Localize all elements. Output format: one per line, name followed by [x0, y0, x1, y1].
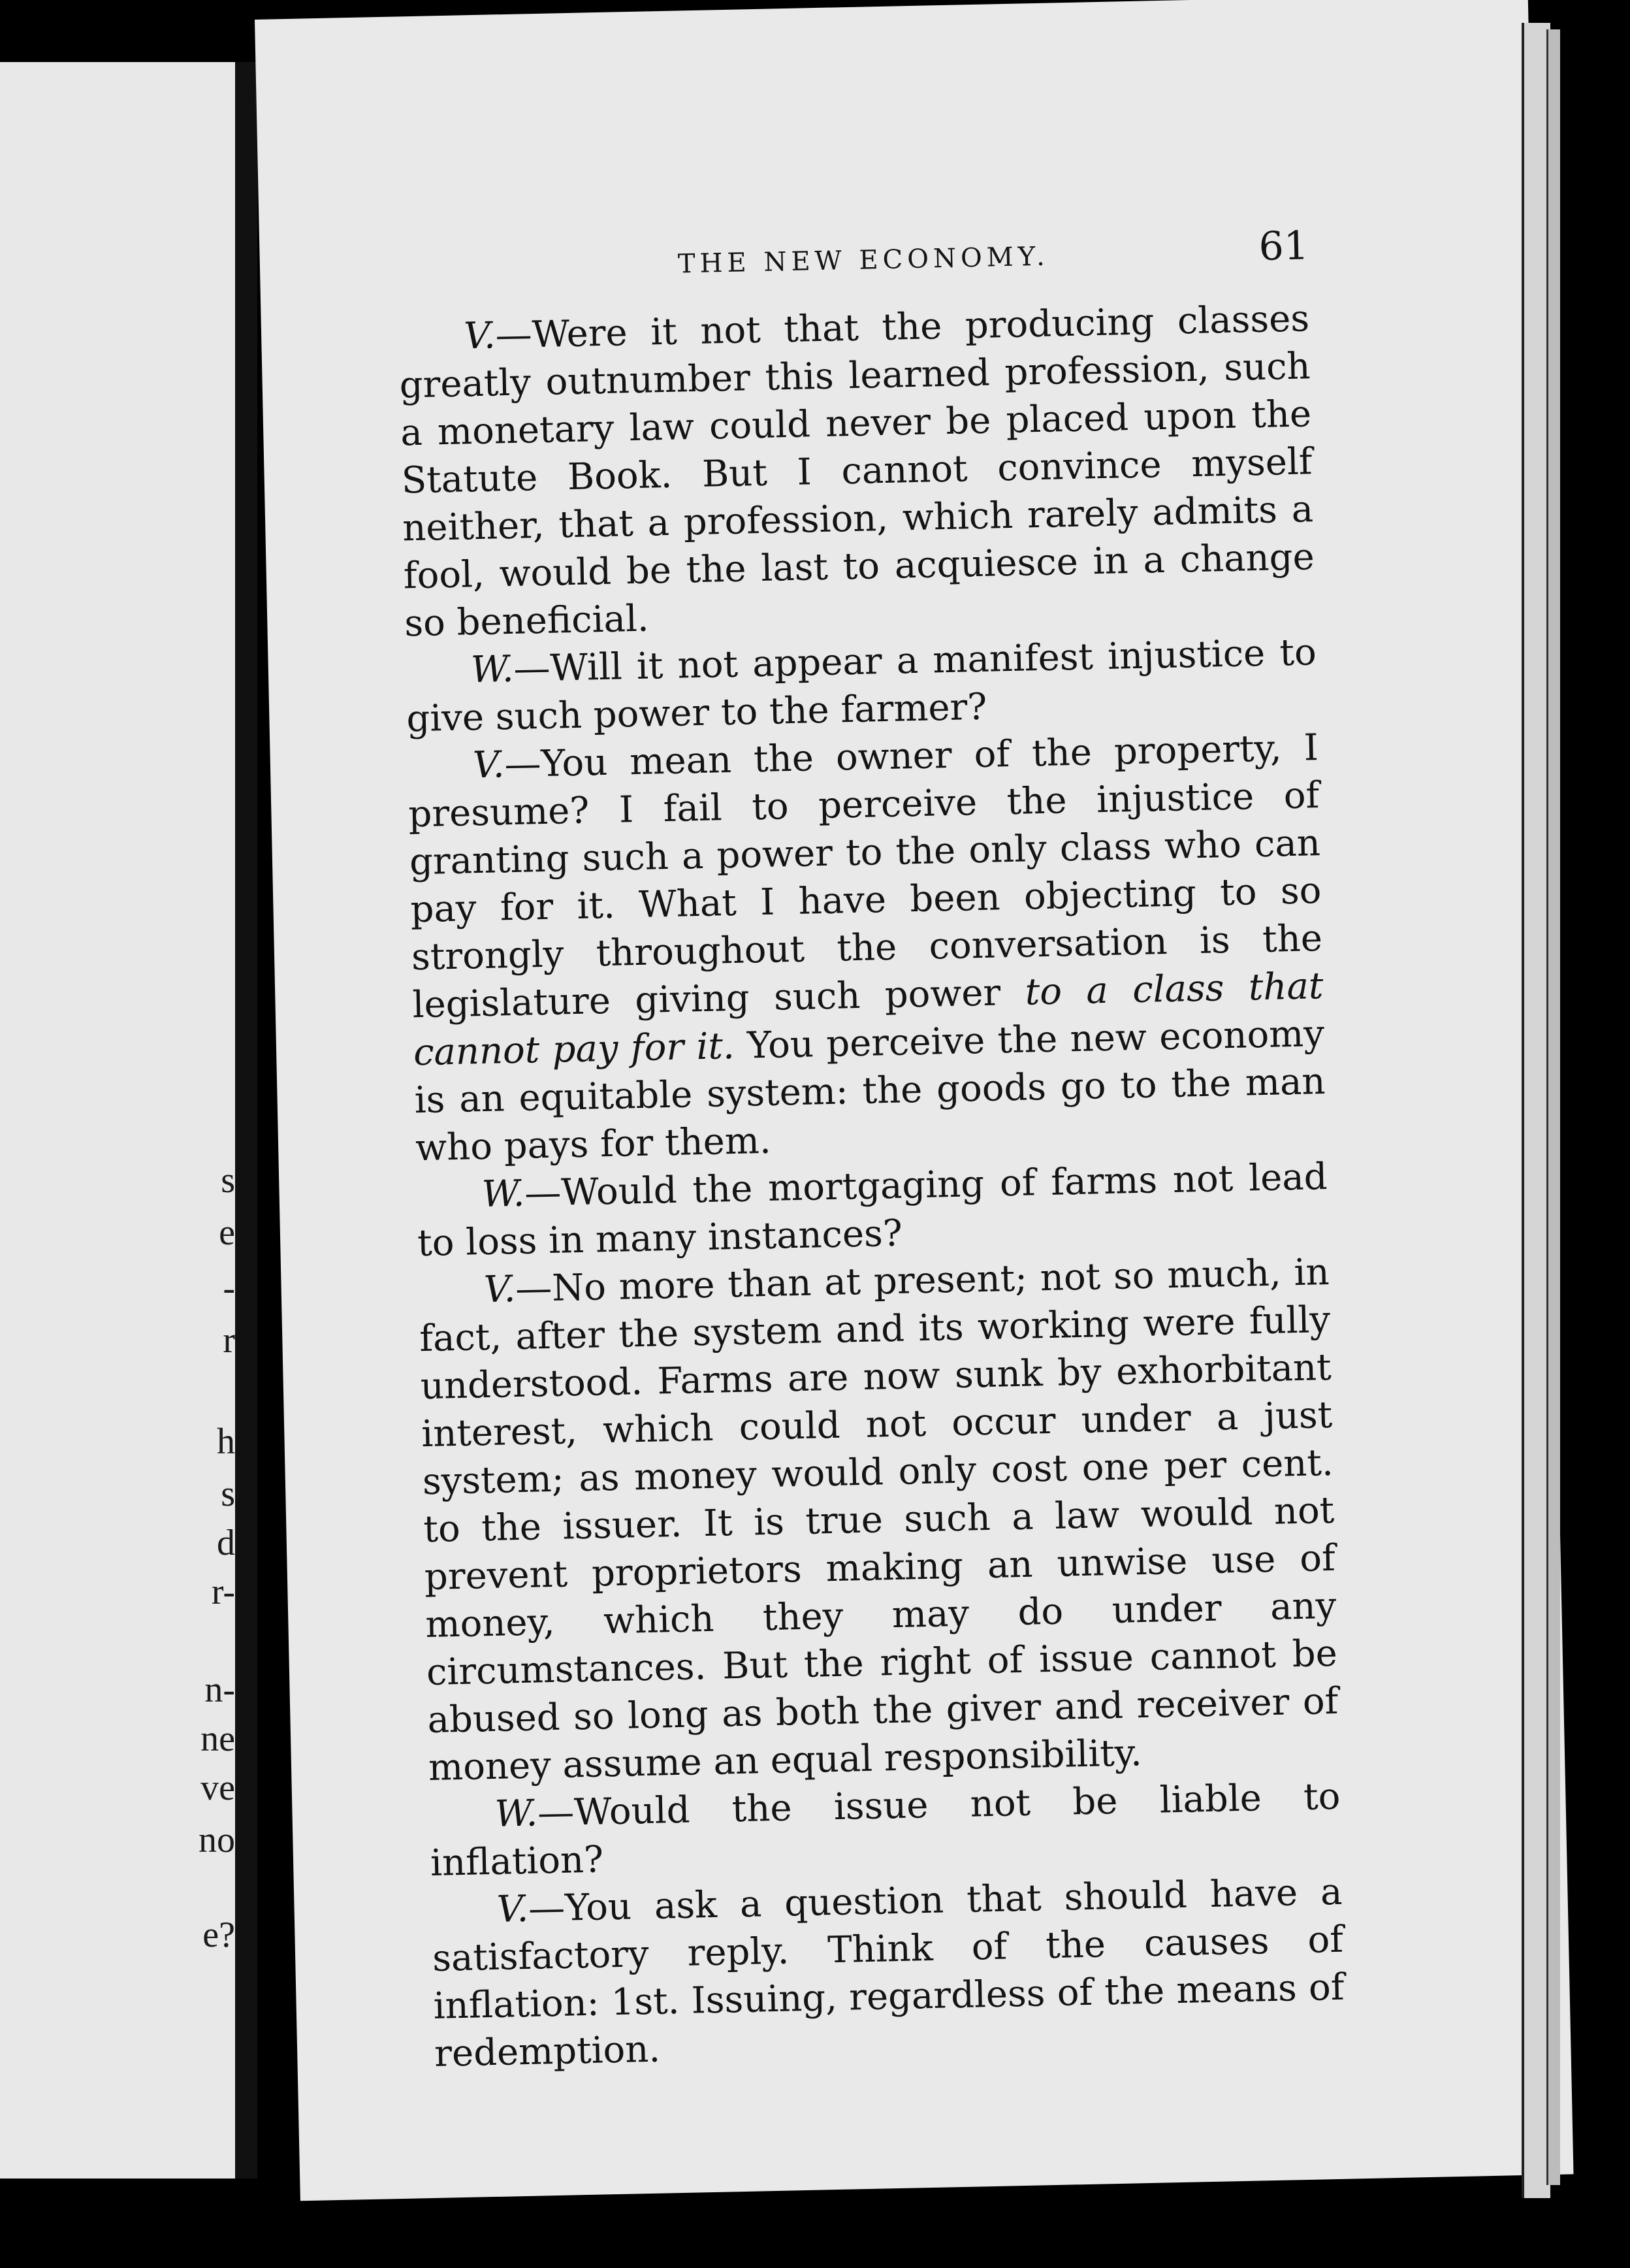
paragraph-text: —Were it not that the producing classes greatly outnumber this learned profession, such a monetary law could never be placed upon the Statute Book. But I cannot convince myself neither, that a profession, which rarely admits a fool, would be the last to acquiesce in a change so beneficial.: [399, 297, 1315, 645]
paragraph-text: —Would the issue not be liable to inflation?: [430, 1775, 1341, 1885]
page-edge: [1546, 29, 1560, 2185]
page-number: 61: [1258, 223, 1309, 270]
paragraph-text: —You ask a question that should have a satisfactory reply. Think of the causes of inflation: 1st. Issuing, regardless of the means of redemption.: [432, 1870, 1345, 2075]
dialogue-paragraph: [431, 1868, 1346, 2078]
left-page-fragment: ve: [200, 1768, 235, 1808]
speaker-label: W.: [494, 1792, 538, 1836]
left-page-fragment: e?: [202, 1915, 235, 1955]
emphasis-text: to a class that cannot pay for it.: [413, 965, 1324, 1075]
left-page-fragment: r-: [211, 1572, 235, 1612]
left-page-fragment: ne: [200, 1719, 235, 1759]
dialogue-paragraph: [429, 1773, 1342, 1887]
left-page-fragment: s: [221, 1474, 235, 1514]
page-header: [259, 212, 1533, 291]
paragraph-text: —You mean the owner of the property, I presume? I fail to perceive the injustice of granting such a power to the only class who can pay for it. What I have been objecting to so strongly throughout the conversation is the legislature giving such power: [408, 726, 1323, 1027]
left-page-fragment: no: [199, 1820, 235, 1860]
left-page-fragment: r: [223, 1320, 235, 1361]
left-page-fragment: s: [221, 1160, 235, 1201]
running-head: THE NEW ECONOMY.: [677, 241, 1050, 280]
dialogue-paragraph: [398, 295, 1315, 647]
right-page: [255, 0, 1574, 2201]
speaker-label: V.: [472, 743, 505, 787]
speaker-label: V.: [463, 314, 496, 358]
dialogue-paragraph: [416, 1153, 1329, 1267]
left-page-fragment: n-: [204, 1670, 235, 1710]
left-page-fragment: h: [217, 1421, 235, 1462]
dialogue-paragraph: [405, 628, 1318, 743]
dialogue-paragraph: [407, 724, 1326, 1172]
paragraph-text: —No more than at present; not so much, in fact, after the system and its working were fully understood. Farms are now sunk by exhorbitant interest, which could not occur under a just system; as money would only cost one per cent. to the issuer. It is true such a law would not prevent proprietors making an unwise use of money, which they may do under any circumstances. But the right of issue cannot be abused so long as both the giver and receiver of money assume an equal responsibility.: [419, 1250, 1339, 1790]
left-page-fragment: d: [217, 1523, 235, 1563]
paragraph-text: You perceive the new economy is an equitable system: the goods go to the man who pays for them.: [414, 1012, 1326, 1170]
body-text: [398, 295, 1345, 2078]
speaker-label: W.: [470, 647, 515, 692]
paragraph-text: —Would the mortgaging of farms not lead to loss in many instances?: [417, 1155, 1328, 1265]
book-gutter: [235, 62, 257, 2179]
speaker-label: W.: [481, 1172, 525, 1216]
speaker-label: V.: [483, 1268, 516, 1312]
speaker-label: V.: [496, 1887, 529, 1931]
left-page-fragment: e: [219, 1212, 235, 1253]
paragraph-text: —Will it not appear a manifest injustice to give such power to the farmer?: [406, 631, 1317, 741]
left-page: [0, 62, 242, 2179]
left-page-fragment: -: [223, 1268, 235, 1308]
dialogue-paragraph: [418, 1248, 1340, 1792]
